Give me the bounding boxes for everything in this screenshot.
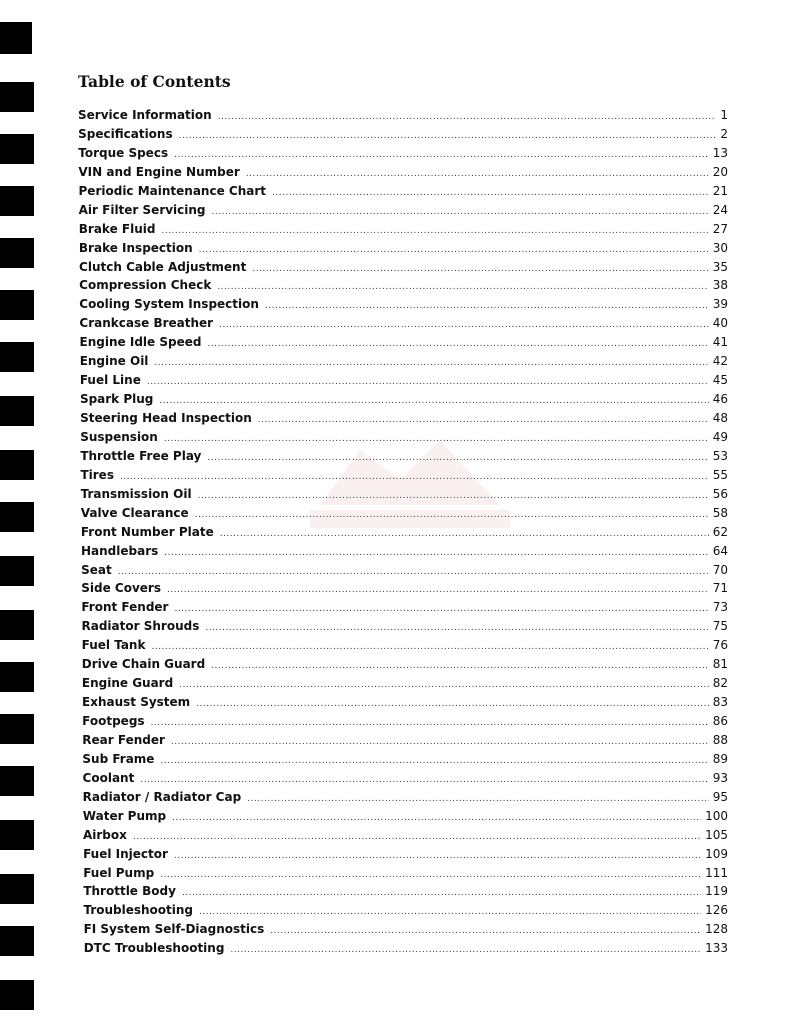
toc-entry[interactable] — [78, 882, 728, 901]
toc-leader-dots — [160, 752, 708, 771]
toc-list — [78, 106, 728, 958]
toc-entry[interactable] — [78, 371, 728, 390]
toc-entry-page: 13 — [712, 145, 728, 160]
toc-entry-title: Fuel Line — [79, 373, 141, 388]
toc-leader-dots — [217, 278, 708, 297]
toc-leader-dots — [147, 373, 709, 392]
toc-entry-page: 73 — [712, 600, 728, 615]
toc-leader-dots — [196, 695, 709, 714]
toc-leader-dots — [172, 809, 701, 828]
toc-entry[interactable] — [78, 295, 728, 314]
toc-entry[interactable] — [78, 485, 728, 504]
toc-entry[interactable] — [78, 504, 728, 523]
toc-entry[interactable] — [78, 598, 728, 617]
toc-entry-title: Fuel Injector — [83, 846, 168, 861]
toc-entry-title: Throttle Body — [83, 884, 176, 899]
toc-entry-page: 119 — [705, 884, 728, 899]
toc-entry-title: DTC Troubleshooting — [83, 941, 225, 956]
binding-tab — [0, 610, 34, 640]
toc-entry-page: 71 — [712, 581, 728, 596]
toc-leader-dots — [272, 184, 709, 203]
toc-leader-dots — [164, 430, 709, 449]
toc-entry[interactable] — [78, 276, 728, 295]
toc-leader-dots — [252, 260, 708, 279]
toc-entry-title: Radiator / Radiator Cap — [82, 789, 242, 804]
toc-leader-dots — [246, 165, 709, 184]
toc-entry-page: 62 — [712, 524, 728, 539]
toc-leader-dots — [174, 847, 701, 866]
toc-entry-title: Valve Clearance — [80, 505, 189, 520]
toc-entry-page: 88 — [712, 732, 728, 747]
toc-leader-dots — [179, 676, 709, 695]
toc-entry-page: 95 — [712, 789, 728, 804]
toc-entry-page: 30 — [712, 240, 728, 255]
toc-leader-dots — [174, 146, 709, 165]
toc-leader-dots — [265, 297, 709, 316]
toc-leader-dots — [133, 828, 701, 847]
toc-leader-dots — [258, 411, 709, 430]
toc-entry[interactable] — [78, 258, 728, 277]
toc-entry[interactable] — [78, 750, 728, 769]
toc-leader-dots — [219, 316, 709, 335]
binding-tab — [0, 502, 34, 532]
toc-entry[interactable] — [78, 314, 728, 333]
toc-entry-page: 75 — [712, 619, 728, 634]
binding-tab — [0, 556, 34, 586]
toc-entry-page: 38 — [712, 278, 728, 293]
toc-entry-page: 1 — [720, 108, 728, 122]
toc-entry-page: 46 — [712, 392, 728, 407]
toc-entry-page: 76 — [712, 638, 728, 653]
toc-leader-dots — [120, 468, 709, 487]
toc-entry-page: 41 — [712, 335, 728, 350]
toc-entry-title: Side Covers — [81, 581, 161, 596]
toc-entry-page: 21 — [712, 183, 728, 198]
toc-entry-title: Airbox — [82, 827, 127, 842]
binding-tab — [0, 290, 34, 320]
binding-tab — [0, 662, 34, 692]
toc-entry-title: Spark Plug — [79, 392, 154, 407]
toc-leader-dots — [174, 600, 708, 619]
toc-leader-dots — [161, 222, 708, 241]
toc-leader-dots — [207, 449, 708, 468]
toc-entry-title: Specifications — [78, 126, 173, 141]
toc-entry-title: Handlebars — [80, 543, 159, 558]
toc-entry-page: 126 — [705, 903, 728, 918]
toc-entry[interactable] — [78, 655, 728, 674]
toc-leader-dots — [154, 354, 708, 373]
toc-entry[interactable] — [78, 466, 728, 485]
toc-entry-page: 42 — [712, 354, 728, 369]
toc-entry-title: Brake Fluid — [78, 221, 156, 236]
toc-entry-title: Suspension — [80, 429, 158, 444]
toc-entry[interactable] — [78, 409, 728, 428]
toc-entry-title: Troubleshooting — [83, 903, 194, 918]
toc-entry-title: Front Number Plate — [80, 524, 214, 539]
toc-entry-title: Engine Guard — [81, 676, 174, 691]
toc-leader-dots — [212, 203, 709, 222]
toc-entry-title: Drive Chain Guard — [81, 657, 206, 672]
toc-leader-dots — [207, 335, 708, 354]
toc-entry-title: Cooling System Inspection — [79, 297, 259, 312]
toc-entry[interactable] — [78, 239, 728, 258]
toc-entry[interactable] — [78, 182, 728, 201]
binding-tab — [0, 980, 34, 1010]
toc-entry-page: 53 — [712, 448, 728, 463]
toc-entry-page: 2 — [720, 126, 728, 141]
toc-entry-title: Sub Frame — [82, 751, 155, 766]
toc-leader-dots — [167, 581, 709, 600]
toc-entry-title: Front Fender — [81, 600, 169, 615]
toc-entry-title: Service Information — [78, 108, 212, 122]
toc-entry-title: Periodic Maintenance Chart — [78, 183, 267, 198]
toc-entry[interactable] — [78, 693, 728, 712]
binding-tab — [0, 714, 34, 744]
toc-entry-page: 58 — [712, 505, 728, 520]
toc-entry-page: 105 — [705, 827, 728, 842]
toc-entry[interactable] — [78, 845, 728, 864]
toc-entry-title: VIN and Engine Number — [78, 164, 240, 179]
binding-tab — [0, 342, 34, 372]
toc-entry[interactable] — [78, 712, 728, 731]
toc-entry-page: 56 — [712, 486, 728, 501]
toc-entry-page: 39 — [712, 297, 728, 312]
toc-entry-page: 109 — [705, 846, 728, 861]
toc-entry-title: Engine Oil — [79, 354, 149, 369]
toc-entry-page: 55 — [712, 467, 728, 482]
toc-entry-title: Air Filter Servicing — [78, 202, 206, 217]
toc-leader-dots — [151, 638, 708, 657]
toc-entry-page: 70 — [712, 562, 728, 577]
toc-entry-page: 20 — [712, 164, 728, 179]
binding-tab — [0, 238, 34, 268]
binding-tab — [0, 134, 34, 164]
toc-leader-dots — [205, 619, 708, 638]
toc-entry[interactable] — [78, 617, 728, 636]
toc-entry[interactable] — [78, 352, 728, 371]
toc-entry-title: Torque Specs — [78, 145, 169, 160]
toc-leader-dots — [199, 903, 701, 922]
toc-entry[interactable] — [78, 788, 728, 807]
toc-leader-dots — [247, 790, 709, 809]
toc-entry-title: Coolant — [82, 770, 135, 785]
toc-leader-dots — [118, 563, 709, 582]
toc-entry-title: Transmission Oil — [80, 486, 192, 501]
toc-leader-dots — [230, 941, 701, 960]
binding-tab — [0, 450, 34, 480]
toc-entry-page: 100 — [705, 808, 728, 823]
toc-entry[interactable] — [78, 636, 728, 655]
toc-entry-page: 81 — [712, 657, 728, 672]
toc-entry-title: Rear Fender — [82, 732, 165, 747]
toc-entry-page: 128 — [705, 922, 728, 937]
toc-entry-title: Throttle Free Play — [80, 448, 202, 463]
toc-entry-page: 49 — [712, 429, 728, 444]
toc-entry-page: 133 — [705, 941, 728, 956]
toc-leader-dots — [220, 525, 709, 544]
toc-entry-page: 83 — [712, 695, 728, 710]
binding-tab — [0, 396, 34, 426]
toc-entry[interactable] — [78, 144, 728, 163]
binding-tab — [0, 82, 34, 112]
toc-entry-title: Compression Check — [79, 278, 212, 293]
toc-leader-dots — [171, 733, 709, 752]
toc-entry[interactable] — [78, 731, 728, 750]
toc-entry-title: Seat — [81, 562, 112, 577]
toc-entry[interactable] — [78, 390, 728, 409]
toc-entry-page: 93 — [712, 770, 728, 785]
toc-entry-title: Tires — [80, 467, 114, 482]
toc-entry-title: Footpegs — [82, 714, 145, 728]
toc-entry-page: 64 — [712, 543, 728, 558]
toc-leader-dots — [164, 544, 708, 563]
toc-entry-title: Crankcase Breather — [79, 316, 214, 331]
toc-entry[interactable] — [78, 769, 728, 788]
toc-entry[interactable] — [78, 807, 728, 826]
toc-leader-dots — [211, 657, 709, 676]
toc-entry-title: Engine Idle Speed — [79, 335, 202, 350]
toc-entry-page: 24 — [712, 202, 728, 217]
toc-entry-page: 45 — [712, 373, 728, 388]
toc-entry-title: FI System Self-Diagnostics — [83, 922, 265, 937]
toc-entry[interactable] — [78, 939, 728, 958]
binding-tab — [0, 820, 34, 850]
toc-leader-dots — [270, 922, 701, 941]
toc-entry[interactable] — [78, 561, 728, 580]
toc-entry-title: Steering Head Inspection — [80, 411, 252, 425]
toc-entry[interactable] — [78, 428, 728, 447]
toc-entry[interactable] — [78, 920, 728, 939]
toc-leader-dots — [151, 714, 709, 733]
toc-entry-title: Exhaust System — [82, 695, 191, 710]
binding-tab — [0, 766, 34, 796]
toc-leader-dots — [182, 884, 701, 903]
toc-entry-page: 48 — [712, 411, 728, 425]
toc-entry-page: 82 — [712, 676, 728, 691]
toc-entry-title: Water Pump — [82, 808, 167, 823]
toc-entry[interactable] — [78, 674, 728, 693]
toc-entry[interactable] — [78, 523, 728, 542]
toc-leader-dots — [218, 108, 717, 127]
toc-leader-dots — [179, 127, 717, 146]
toc-leader-dots — [195, 506, 709, 525]
toc-entry-title: Clutch Cable Adjustment — [79, 259, 247, 274]
toc-entry[interactable] — [78, 901, 728, 920]
toc-entry[interactable] — [78, 125, 728, 144]
toc-entry-title: Fuel Pump — [83, 865, 155, 880]
page-title: Table of Contents — [78, 72, 231, 91]
toc-entry-page: 35 — [712, 259, 728, 274]
toc-entry[interactable] — [78, 579, 728, 598]
toc-entry-title: Fuel Tank — [81, 638, 146, 653]
binding-tab — [0, 186, 34, 216]
binding-tab — [0, 874, 34, 904]
toc-entry[interactable] — [78, 220, 728, 239]
toc-entry[interactable] — [78, 826, 728, 845]
toc-entry[interactable] — [78, 163, 728, 182]
toc-entry-page: 27 — [712, 221, 728, 236]
toc-entry-title: Brake Inspection — [78, 240, 193, 255]
toc-entry-page: 111 — [705, 865, 728, 880]
binding-tab — [0, 22, 32, 54]
binding-tab — [0, 926, 34, 956]
toc-entry[interactable] — [78, 106, 728, 125]
toc-entry-page: 89 — [712, 751, 728, 766]
toc-entry[interactable] — [78, 333, 728, 352]
toc-entry[interactable] — [78, 864, 728, 883]
toc-leader-dots — [198, 487, 709, 506]
toc-entry[interactable] — [78, 201, 728, 220]
toc-entry-page: 40 — [712, 316, 728, 331]
toc-leader-dots — [199, 241, 709, 260]
toc-entry-page: 86 — [712, 714, 728, 728]
binding-tabs — [0, 0, 40, 1035]
toc-entry-title: Radiator Shrouds — [81, 619, 200, 634]
toc-entry[interactable] — [78, 542, 728, 561]
toc-entry[interactable] — [78, 447, 728, 466]
toc-leader-dots — [160, 866, 701, 885]
